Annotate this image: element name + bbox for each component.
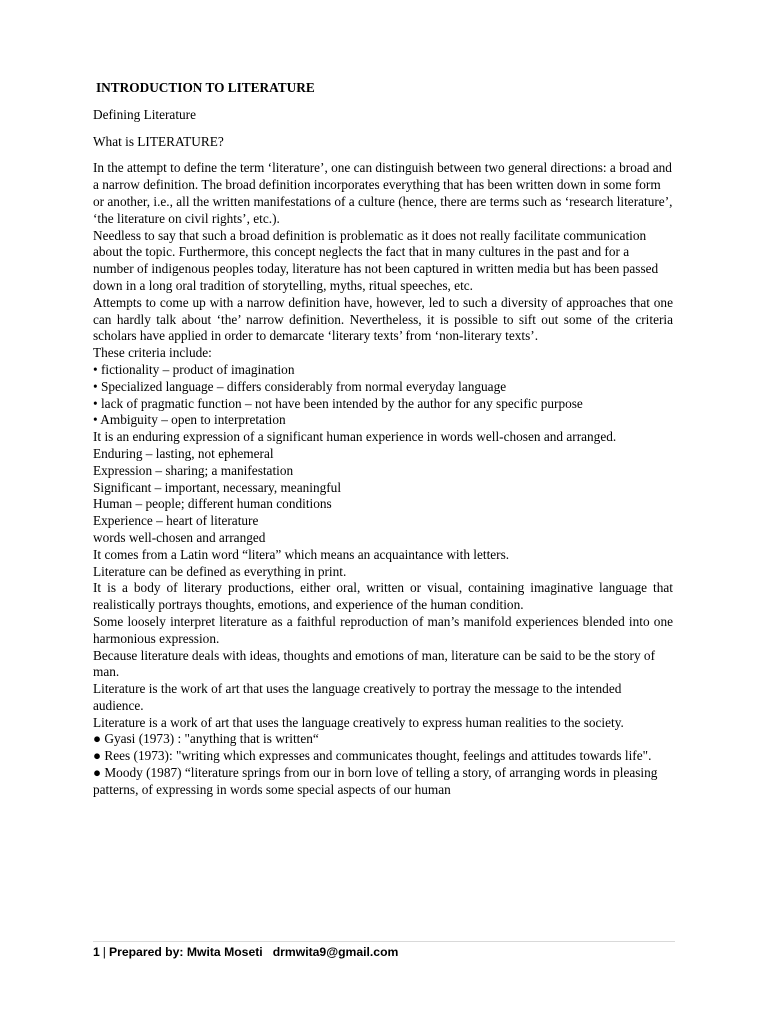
term-definition: Experience – heart of literature xyxy=(93,513,259,529)
criteria-item: • fictionality – product of imagination xyxy=(93,361,295,377)
term-definition: Significant – important, necessary, meaningful xyxy=(93,479,342,495)
page-number: 1 xyxy=(93,945,100,959)
paragraph-work-of-art-realities: Literature is a work of art that uses the language creatively to express human realities to the society. xyxy=(93,714,624,730)
paragraph-print: Literature can be defined as everything in print. xyxy=(93,563,347,579)
paragraph-story-of-man: Because literature deals with ideas, thoughts and emotions of man, literature can be said to be the story of man. xyxy=(93,647,655,680)
document-body xyxy=(93,80,673,799)
question-heading: What is LITERATURE? xyxy=(93,133,224,149)
footer-email: drmwita9@gmail.com xyxy=(272,945,399,959)
criteria-item: • Ambiguity – open to interpretation xyxy=(93,412,286,428)
paragraph-work-of-art-message: Literature is the work of art that uses the language creatively to portray the message to the intended audience. xyxy=(93,681,622,713)
criteria-item: • Specialized language – differs considerably from normal everyday language xyxy=(93,378,507,394)
quote-item: ● Gyasi (1973) : "anything that is written“ xyxy=(93,731,319,747)
criteria-item: • lack of pragmatic function – not have been intended by the author for any specific purpose xyxy=(93,395,583,411)
quote-item: ● Rees (1973): "writing which expresses and communicates thought, feelings and attitudes towards life". xyxy=(93,748,652,764)
paragraph-enduring: It is an enduring expression of a significant human experience in words well-chosen and arranged. xyxy=(93,429,617,445)
section-heading: Defining Literature xyxy=(93,106,197,122)
paragraph-problematic: Needless to say that such a broad definition is problematic as it does not really facilitate communication about the topic. Furthermore, this concept neglects the fact that in many cultures in the past and for a number of indigenous peoples today, literature has not been captured in written media but has been passed down in a long oral tradition of storytelling, myths, ritual speeches, etc. xyxy=(93,227,659,293)
page-title: INTRODUCTION TO LITERATURE xyxy=(96,80,315,95)
quote-item: ● Moody (1987) “literature springs from our in born love of telling a story, of arranging words in pleasing patterns, of expressing in words some special aspects of our human xyxy=(93,765,658,797)
paragraph-narrow-definition: Attempts to come up with a narrow definition have, however, led to such a diversity of approaches that one can hardly talk about ‘the’ narrow definition. Nevertheless, it is possible to sift out some of the criteria scholars have applied in order to demarcate ‘literary texts’ from ‘non-literary texts’. xyxy=(93,294,673,344)
footer-separator: | xyxy=(102,945,106,959)
paragraph-faithful-reproduction: Some loosely interpret literature as a faithful reproduction of man’s manifold experiences blended into one harmonious expression. xyxy=(93,613,673,646)
paragraph-body-of-productions: It is a body of literary productions, either oral, written or visual, containing imaginative language that realistically portrays thoughts, emotions, and experience of the human condition. xyxy=(93,580,673,613)
footer-author: Prepared by: Mwita Moseti xyxy=(108,945,263,959)
paragraph-broad-definition: In the attempt to define the term ‘literature’, one can distinguish between two general directions: a broad and a narrow definition. The broad definition incorporates everything that has been written down in some form or another, i.e., all the written manifestations of a culture (hence, there are terms such as ‘research literature’, ‘the literature on civil rights’, etc.). xyxy=(93,160,673,226)
paragraph-criteria-intro: These criteria include: xyxy=(93,345,212,361)
term-definition: Human – people; different human conditions xyxy=(93,496,332,512)
paragraph-latin-origin: It comes from a Latin word “litera” which means an acquaintance with letters. xyxy=(93,546,510,562)
term-definition: Expression – sharing; a manifestation xyxy=(93,462,294,478)
term-definition: words well-chosen and arranged xyxy=(93,529,266,545)
page-footer xyxy=(93,941,675,959)
term-definition: Enduring – lasting, not ephemeral xyxy=(93,445,274,461)
